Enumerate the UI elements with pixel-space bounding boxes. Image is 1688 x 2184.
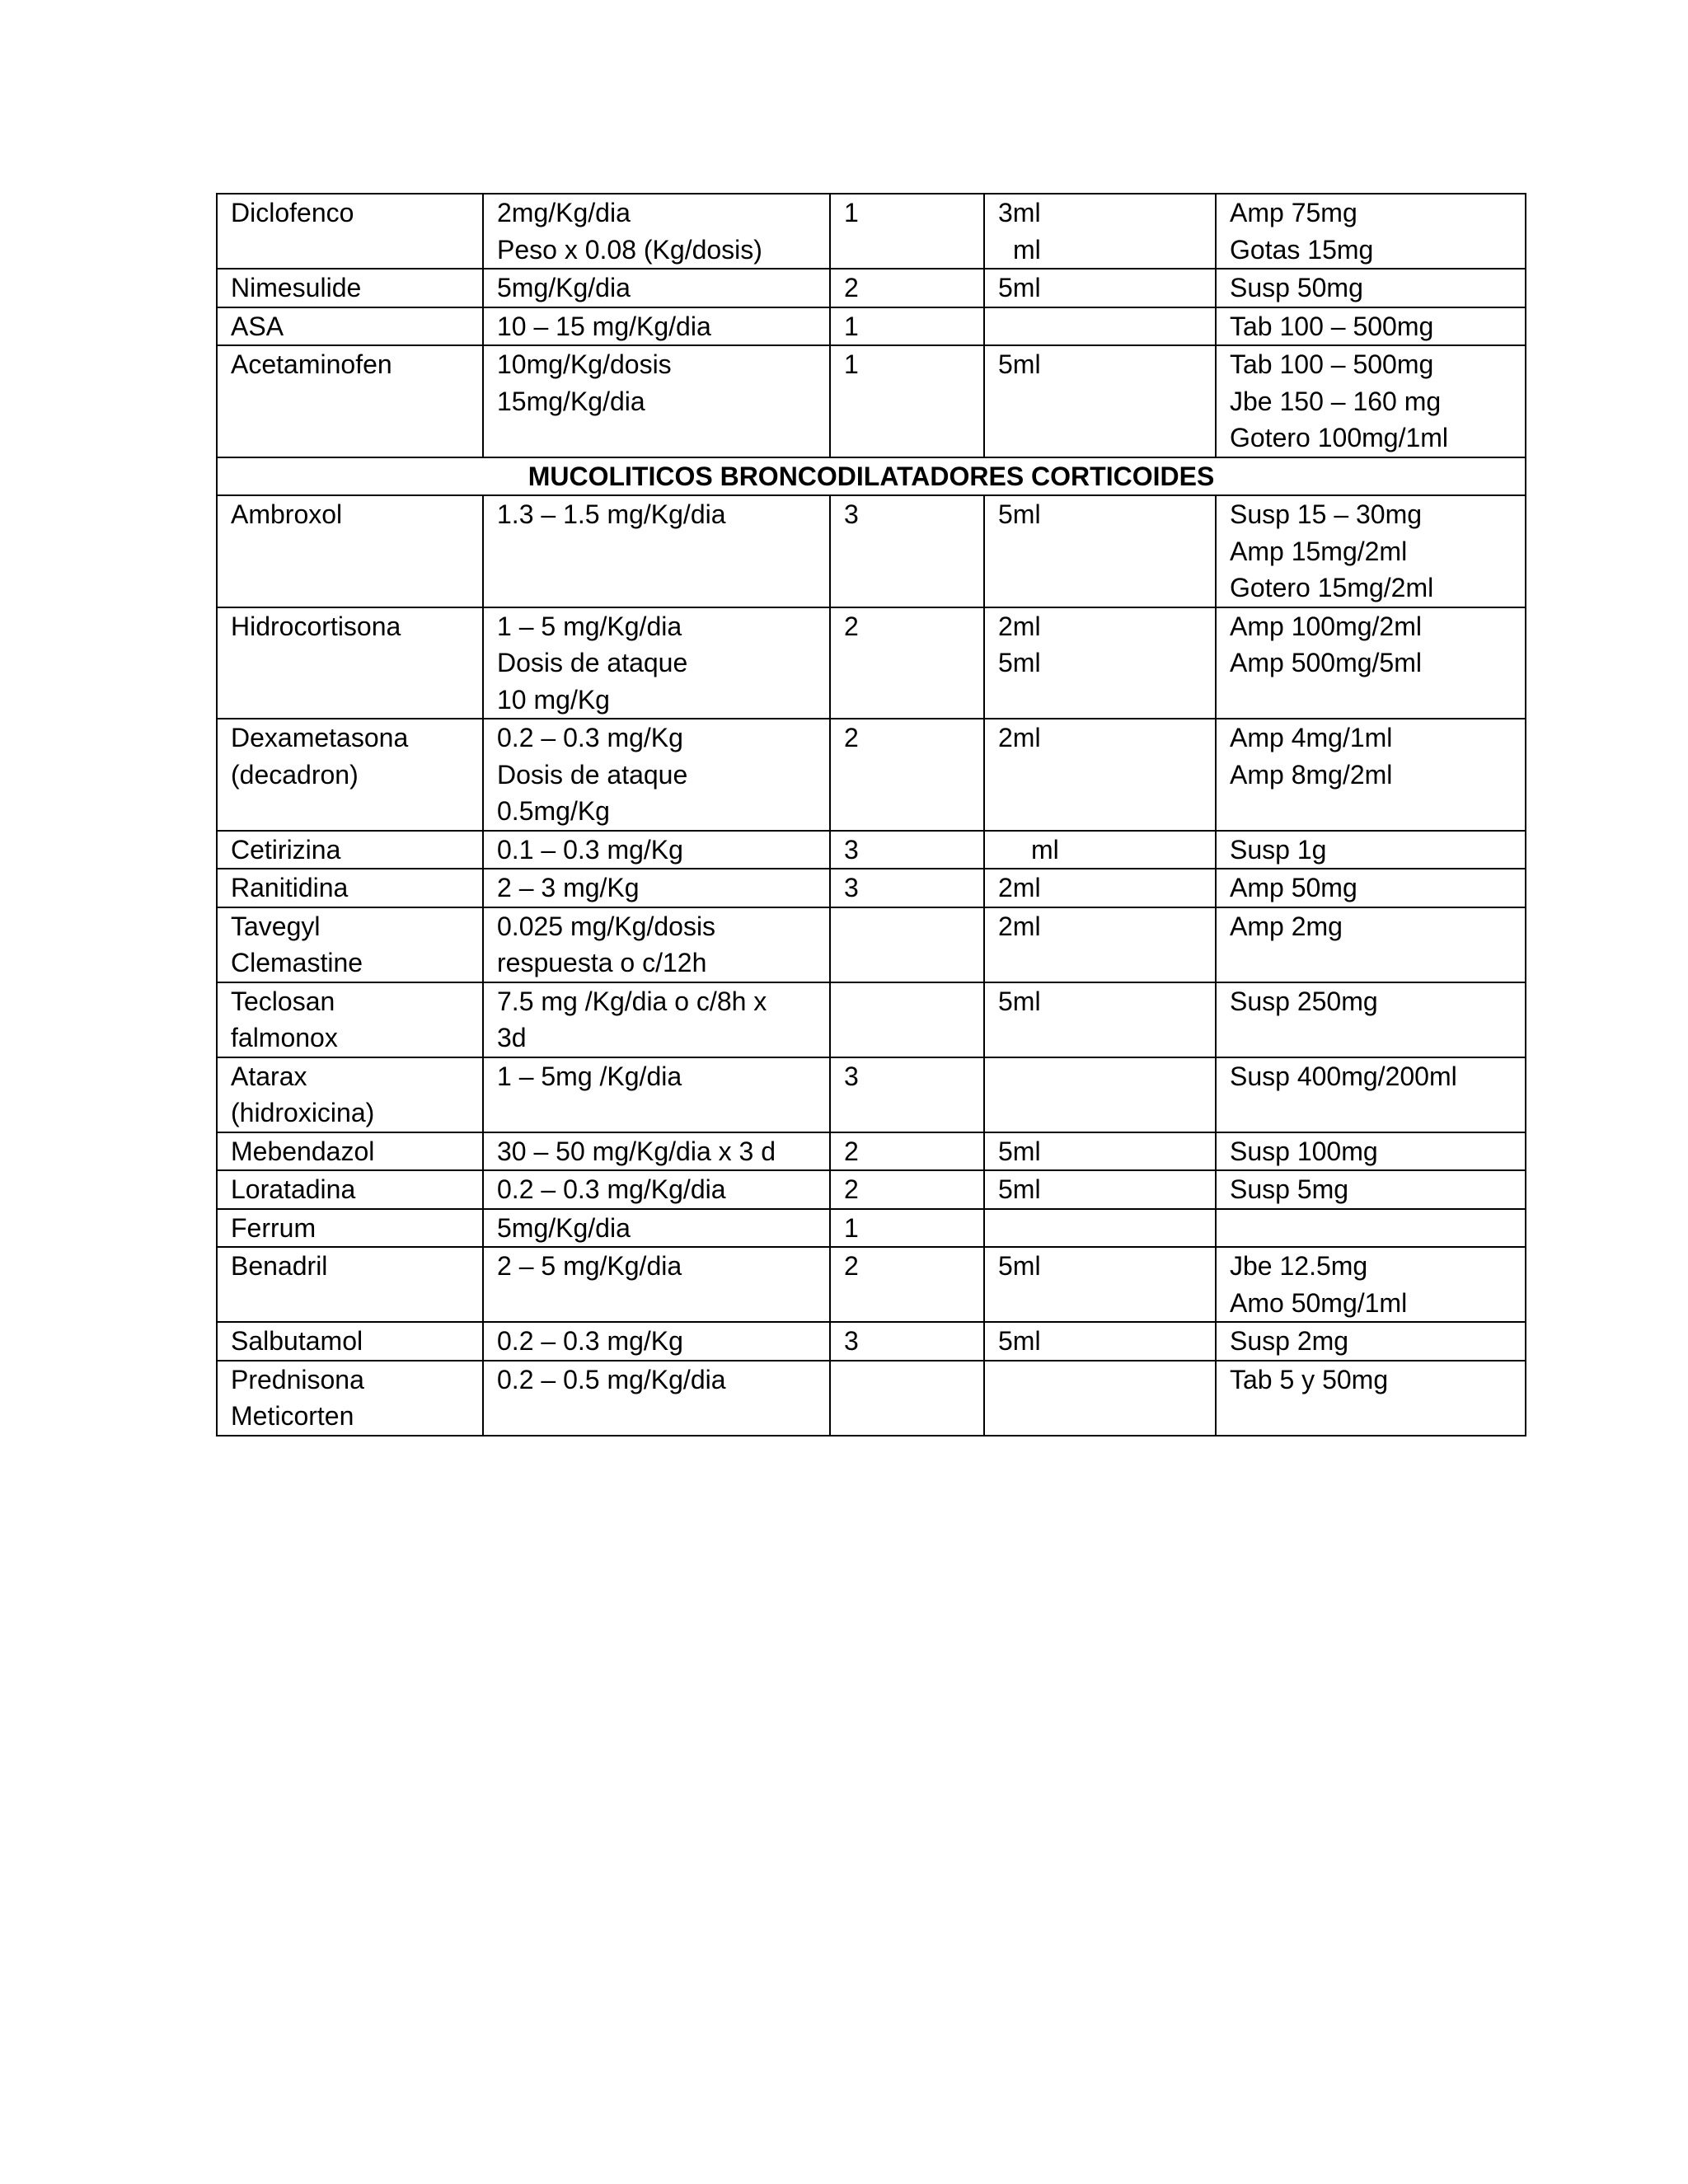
volume-cell [984, 831, 1216, 869]
table-row [217, 345, 1526, 457]
volume-line: 5ml [998, 986, 1041, 1016]
volume-line: 5ml [998, 1251, 1041, 1281]
drug-name-cell [217, 1132, 483, 1171]
frequency-cell: 2 [830, 719, 984, 831]
frequency-cell [830, 982, 984, 1057]
table-row [217, 194, 1526, 269]
drug-name-line: (decadron) [231, 759, 359, 790]
section-row [217, 457, 1526, 496]
presentation-cell [1216, 1170, 1526, 1209]
frequency-cell: 1 [830, 1209, 984, 1248]
dosage-line: 15mg/Kg/dia [497, 386, 645, 416]
volume-cell [984, 1057, 1216, 1132]
drug-name-cell [217, 982, 483, 1057]
volume-line: 2ml [998, 723, 1041, 752]
dosage-line: 0.025 mg/Kg/dosis [497, 911, 716, 941]
drug-name-line: Loratadina [231, 1174, 356, 1204]
volume-cell [984, 907, 1216, 982]
table-row [217, 869, 1526, 907]
dosage-line: 1 – 5mg /Kg/dia [497, 1061, 682, 1091]
frequency-cell: 2 [830, 1132, 984, 1171]
presentation-cell [1216, 194, 1526, 269]
dosage-line: 7.5 mg /Kg/dia o c/8h x [497, 986, 767, 1016]
presentation-line: Amp 50mg [1230, 873, 1357, 902]
frequency-cell: 2 [830, 1170, 984, 1209]
volume-cell [984, 495, 1216, 607]
volume-cell [984, 1132, 1216, 1171]
presentation-cell [1216, 307, 1526, 346]
section-title: MUCOLITICOS BRONCODILATADORES CORTICOIDES [217, 457, 1526, 496]
table-row [217, 1247, 1526, 1322]
presentation-line: Tab 5 y 50mg [1230, 1364, 1389, 1394]
volume-line: 3ml [998, 198, 1041, 227]
drug-name-cell [217, 607, 483, 719]
dosage-cell [483, 719, 830, 831]
dosage-line: 30 – 50 mg/Kg/dia x 3 d [497, 1136, 776, 1166]
presentation-cell [1216, 1322, 1526, 1361]
dosage-line: 10 – 15 mg/Kg/dia [497, 311, 711, 341]
presentation-line: Amp 100mg/2ml [1230, 611, 1422, 641]
drug-name-line: Mebendazol [231, 1136, 375, 1166]
presentation-line: Tab 100 – 500mg [1230, 349, 1434, 379]
dosage-line: 10 mg/Kg [497, 684, 610, 715]
frequency-cell: 2 [830, 269, 984, 307]
presentation-cell [1216, 495, 1526, 607]
presentation-cell [1216, 982, 1526, 1057]
volume-cell [984, 1247, 1216, 1322]
volume-line: 5ml [998, 1174, 1041, 1204]
table-body-top [217, 194, 1526, 457]
drug-name-cell [217, 269, 483, 307]
drug-name-cell [217, 345, 483, 457]
drug-name-line: Teclosan [231, 986, 335, 1016]
presentation-cell [1216, 869, 1526, 907]
presentation-cell [1216, 719, 1526, 831]
table-body-bottom [217, 495, 1526, 1436]
presentation-cell [1216, 1057, 1526, 1132]
drug-name-cell [217, 1247, 483, 1322]
table-row [217, 607, 1526, 719]
volume-cell [984, 1361, 1216, 1436]
table-row [217, 719, 1526, 831]
drug-name-cell [217, 1209, 483, 1248]
frequency-cell: 3 [830, 495, 984, 607]
presentation-line: Amp 75mg [1230, 198, 1357, 227]
medication-table [216, 193, 1526, 1436]
table-row [217, 269, 1526, 307]
dosage-line: 0.1 – 0.3 mg/Kg [497, 834, 683, 865]
frequency-cell: 3 [830, 1057, 984, 1132]
presentation-cell [1216, 1132, 1526, 1171]
dosage-cell [483, 1132, 830, 1171]
volume-line: 5ml [998, 1326, 1041, 1356]
drug-name-line: Ferrum [231, 1212, 316, 1243]
dosage-cell [483, 831, 830, 869]
drug-name-line: Meticorten [231, 1401, 354, 1431]
drug-name-cell [217, 307, 483, 346]
dosage-cell [483, 495, 830, 607]
frequency-cell: 3 [830, 831, 984, 869]
volume-cell [984, 1209, 1216, 1248]
table-row [217, 1209, 1526, 1248]
dosage-cell [483, 1170, 830, 1209]
volume-line: ml [1031, 834, 1059, 865]
drug-name-line: (hidroxicina) [231, 1098, 375, 1127]
table-row [217, 982, 1526, 1057]
dosage-line: respuesta o c/12h [497, 948, 707, 977]
dosage-line: 0.5mg/Kg [497, 796, 610, 826]
drug-name-line: Dexametasona [231, 723, 409, 752]
dosage-cell [483, 307, 830, 346]
drug-name-line: Ambroxol [231, 499, 343, 529]
presentation-line: Amp 4mg/1ml [1230, 723, 1393, 752]
dosage-line: 0.2 – 0.3 mg/Kg [497, 1326, 683, 1356]
dosage-cell [483, 345, 830, 457]
dosage-line: 2 – 5 mg/Kg/dia [497, 1251, 682, 1281]
presentation-line: Amp 15mg/2ml [1230, 536, 1408, 566]
volume-cell [984, 982, 1216, 1057]
dosage-cell [483, 1057, 830, 1132]
drug-name-line: Atarax [231, 1061, 307, 1091]
volume-cell [984, 1322, 1216, 1361]
presentation-cell [1216, 1209, 1526, 1248]
dosage-line: 0.2 – 0.3 mg/Kg/dia [497, 1174, 726, 1204]
dosage-line: 10mg/Kg/dosis [497, 349, 672, 379]
presentation-line: Amo 50mg/1ml [1230, 1287, 1408, 1318]
drug-name-cell [217, 1361, 483, 1436]
dosage-line: 1 – 5 mg/Kg/dia [497, 611, 682, 641]
dosage-line: 2 – 3 mg/Kg [497, 873, 640, 902]
dosage-cell [483, 982, 830, 1057]
presentation-line: Susp 2mg [1230, 1326, 1349, 1356]
drug-name-cell [217, 719, 483, 831]
presentation-cell [1216, 269, 1526, 307]
volume-line: 5ml [998, 349, 1041, 379]
volume-line: 5ml [998, 648, 1041, 677]
table-row [217, 1132, 1526, 1171]
presentation-line: Amp 2mg [1230, 911, 1343, 941]
dosage-line: Dosis de ataque [497, 648, 688, 677]
presentation-line: Susp 50mg [1230, 273, 1363, 302]
presentation-cell [1216, 1247, 1526, 1322]
presentation-line: Susp 100mg [1230, 1136, 1378, 1166]
volume-cell [984, 345, 1216, 457]
volume-cell [984, 1170, 1216, 1209]
dosage-line: 1.3 – 1.5 mg/Kg/dia [497, 499, 726, 529]
dosage-line: Peso x 0.08 (Kg/dosis) [497, 234, 762, 265]
drug-name-line: falmonox [231, 1023, 338, 1052]
table-row [217, 907, 1526, 982]
drug-name-line: Cetirizina [231, 834, 341, 865]
drug-name-line: Ranitidina [231, 873, 349, 902]
drug-name-cell [217, 907, 483, 982]
presentation-cell [1216, 831, 1526, 869]
volume-line: 2ml [998, 873, 1041, 902]
dosage-cell [483, 1322, 830, 1361]
drug-name-line: Tavegyl [231, 911, 321, 941]
presentation-line: Susp 250mg [1230, 986, 1378, 1016]
volume-cell [984, 719, 1216, 831]
drug-name-cell [217, 495, 483, 607]
presentation-line: Susp 5mg [1230, 1174, 1349, 1204]
drug-name-line: ASA [231, 311, 284, 341]
dosage-cell [483, 907, 830, 982]
table-row [217, 1322, 1526, 1361]
table-row [217, 495, 1526, 607]
dosage-line: 0.2 – 0.5 mg/Kg/dia [497, 1364, 726, 1394]
dosage-line: 2mg/Kg/dia [497, 198, 631, 227]
presentation-line: Amp 8mg/2ml [1230, 759, 1393, 790]
volume-cell [984, 607, 1216, 719]
dosage-line: Dosis de ataque [497, 759, 688, 790]
volume-cell [984, 194, 1216, 269]
presentation-line: Amp 500mg/5ml [1230, 648, 1422, 677]
drug-name-line: Acetaminofen [231, 349, 392, 379]
dosage-line: 5mg/Kg/dia [497, 1212, 631, 1243]
frequency-cell [830, 1361, 984, 1436]
presentation-cell [1216, 345, 1526, 457]
dosage-line: 3d [497, 1023, 527, 1052]
frequency-cell [830, 907, 984, 982]
presentation-cell [1216, 607, 1526, 719]
frequency-cell: 1 [830, 307, 984, 346]
table-row [217, 1170, 1526, 1209]
frequency-cell: 1 [830, 345, 984, 457]
dosage-cell [483, 607, 830, 719]
table-row [217, 831, 1526, 869]
drug-name-line: Prednisona [231, 1364, 364, 1394]
dosage-cell [483, 269, 830, 307]
dosage-cell [483, 1209, 830, 1248]
volume-cell [984, 869, 1216, 907]
dosage-cell [483, 869, 830, 907]
drug-name-cell [217, 869, 483, 907]
section-header-group [217, 457, 1526, 496]
drug-name-line: Hidrocortisona [231, 611, 401, 641]
table-row [217, 307, 1526, 346]
presentation-line: Susp 400mg/200ml [1230, 1061, 1457, 1091]
presentation-line: Jbe 12.5mg [1230, 1251, 1368, 1281]
drug-name-cell [217, 1170, 483, 1209]
drug-name-line: Benadril [231, 1251, 328, 1281]
drug-name-cell [217, 1057, 483, 1132]
presentation-line: Gotas 15mg [1230, 234, 1374, 265]
volume-line: ml [1013, 234, 1041, 265]
dosage-line: 0.2 – 0.3 mg/Kg [497, 723, 683, 752]
table-row [217, 1361, 1526, 1436]
frequency-cell: 1 [830, 194, 984, 269]
volume-line: 2ml [998, 911, 1041, 941]
presentation-cell [1216, 907, 1526, 982]
frequency-cell: 2 [830, 607, 984, 719]
presentation-line: Tab 100 – 500mg [1230, 311, 1434, 341]
presentation-line: Jbe 150 – 160 mg [1230, 386, 1442, 416]
presentation-line: Susp 1g [1230, 834, 1327, 865]
drug-name-line: Clemastine [231, 948, 363, 977]
drug-name-line: Salbutamol [231, 1326, 363, 1356]
volume-line: 5ml [998, 273, 1041, 302]
volume-line: 5ml [998, 1136, 1041, 1166]
presentation-cell [1216, 1361, 1526, 1436]
volume-line: 5ml [998, 499, 1041, 529]
presentation-line: Gotero 15mg/2ml [1230, 573, 1434, 602]
presentation-line: Susp 15 – 30mg [1230, 499, 1423, 529]
dosage-line: 5mg/Kg/dia [497, 273, 631, 302]
dosage-cell [483, 1247, 830, 1322]
frequency-cell: 3 [830, 869, 984, 907]
drug-name-cell [217, 194, 483, 269]
dosage-cell [483, 1361, 830, 1436]
drug-name-line: Nimesulide [231, 273, 362, 302]
presentation-line: Gotero 100mg/1ml [1230, 423, 1449, 452]
frequency-cell: 2 [830, 1247, 984, 1322]
drug-name-line: Diclofenco [231, 198, 354, 227]
table-row [217, 1057, 1526, 1132]
volume-cell [984, 269, 1216, 307]
dosage-cell [483, 194, 830, 269]
volume-cell [984, 307, 1216, 346]
drug-name-cell [217, 1322, 483, 1361]
volume-line: 2ml [998, 611, 1041, 641]
drug-name-cell [217, 831, 483, 869]
frequency-cell: 3 [830, 1322, 984, 1361]
